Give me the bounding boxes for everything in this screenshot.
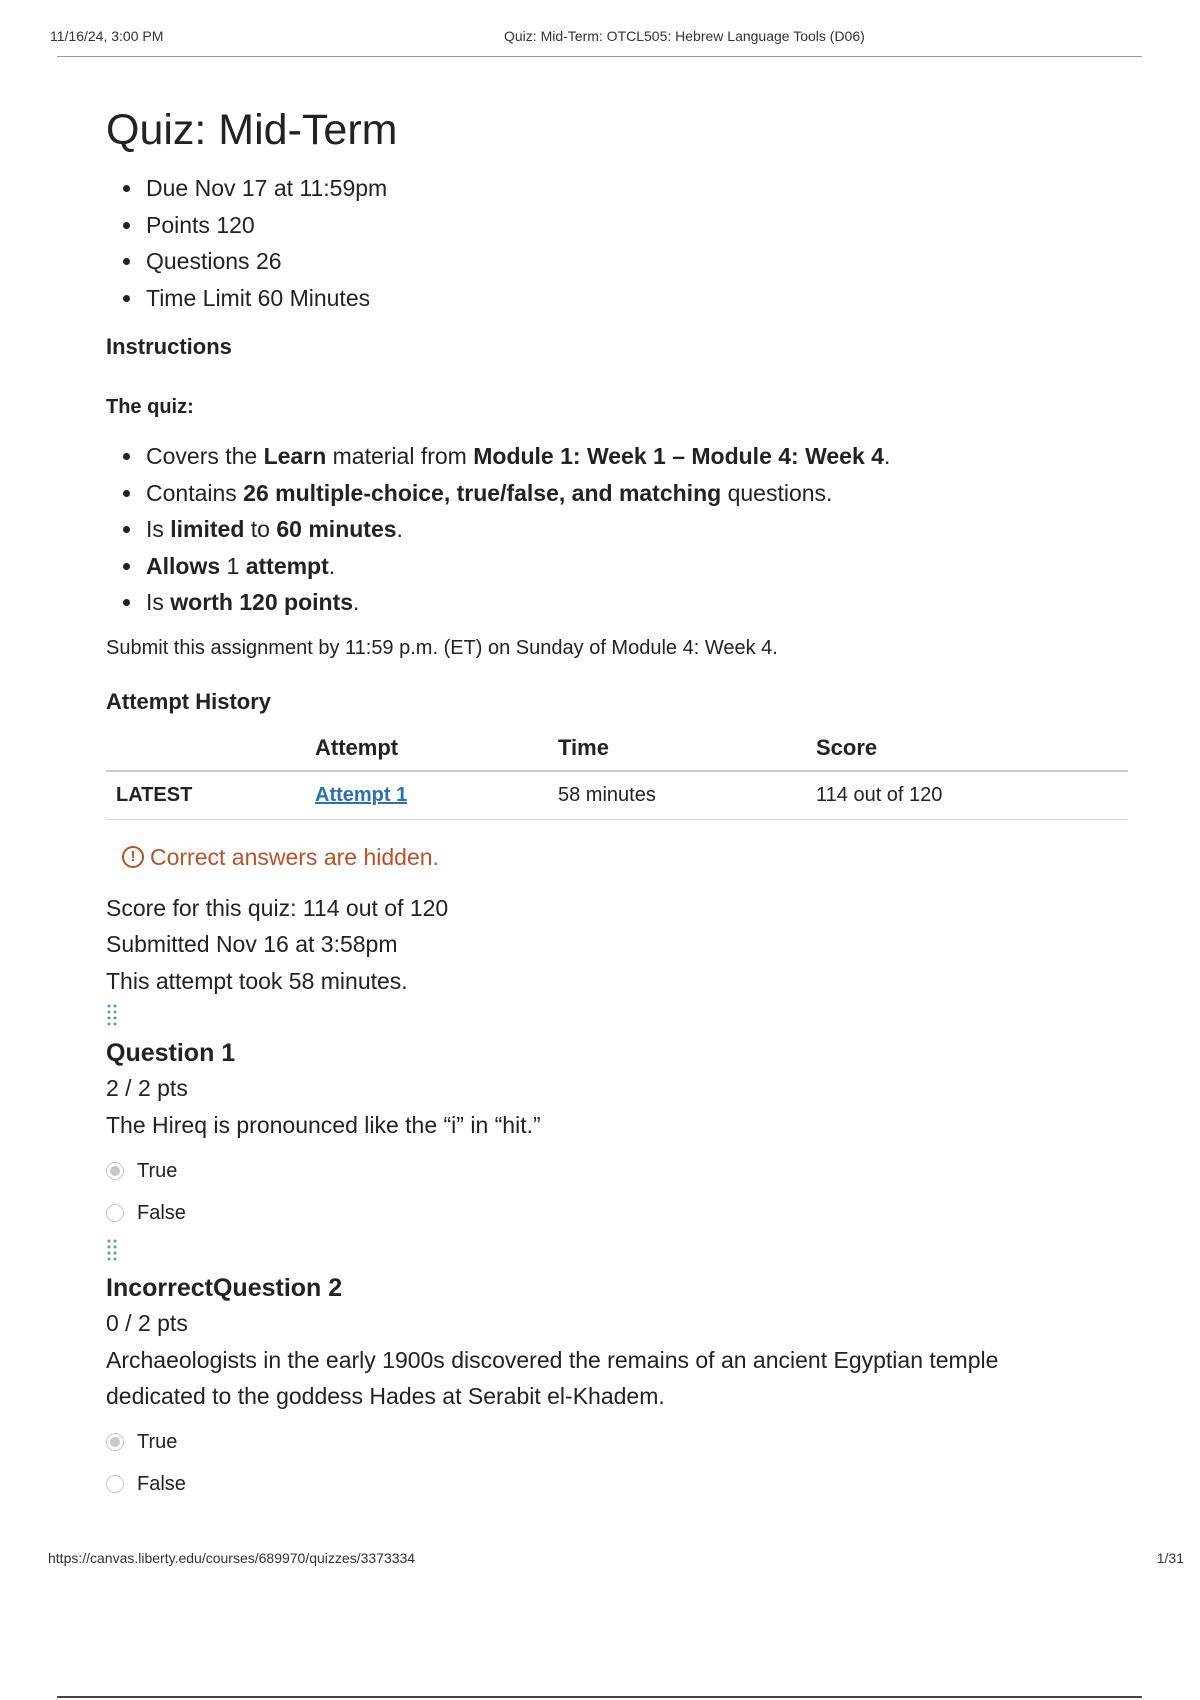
- page-title: Quiz: Mid-Term: [106, 106, 398, 154]
- answer-option: [106, 1427, 1136, 1457]
- drag-handle-icon[interactable]: [106, 1003, 118, 1031]
- meta-points: • Points 120: [144, 207, 1136, 244]
- attempt-cell: [315, 771, 558, 820]
- question-points: 0 / 2 pts: [106, 1309, 188, 1336]
- question-title: Question 1: [106, 1039, 236, 1067]
- instructions-heading: Instructions: [106, 334, 232, 359]
- answer-label: False: [137, 1201, 186, 1224]
- instruction-item: • Allows 1 attempt.: [144, 548, 1136, 585]
- attempt-1-link[interactable]: Attempt 1: [315, 783, 408, 806]
- latest-label: LATEST: [106, 771, 315, 820]
- question-2: [106, 1238, 1136, 1499]
- print-date: 11/16/24, 3:00 PM: [50, 28, 164, 44]
- answer-label: False: [137, 1472, 186, 1495]
- attempt-history-heading: Attempt History: [106, 688, 272, 714]
- meta-time-limit: • Time Limit 60 Minutes: [144, 280, 1136, 317]
- notice-text: Correct answers are hidden.: [150, 843, 439, 870]
- column-header-score: Score: [816, 727, 1128, 771]
- duration-summary: This attempt took 58 minutes.: [106, 967, 408, 994]
- column-header-attempt: Attempt: [315, 727, 558, 771]
- time-cell: 58 minutes: [558, 771, 816, 820]
- question-title: IncorrectQuestion 2: [106, 1273, 343, 1302]
- radio-false[interactable]: [106, 1204, 124, 1222]
- warning-circle-icon: !: [122, 846, 144, 868]
- header-divider: [57, 56, 1142, 57]
- score-cell: 114 out of 120: [816, 771, 1128, 820]
- bottom-divider: [57, 1696, 1142, 1698]
- instructions-list: [106, 438, 1136, 621]
- meta-questions: • Questions 26: [144, 243, 1136, 280]
- radio-false[interactable]: [106, 1475, 124, 1493]
- answer-label: True: [137, 1159, 178, 1182]
- radio-true-selected[interactable]: [106, 1433, 124, 1451]
- quiz-meta-list: [106, 170, 1136, 316]
- question-1: [106, 1003, 1136, 1228]
- attempt-history-table: [106, 727, 1128, 820]
- submitted-summary: Submitted Nov 16 at 3:58pm: [106, 931, 398, 957]
- print-url: https://canvas.liberty.edu/courses/689970/quizzes/3373334: [48, 1550, 416, 1566]
- instruction-item: • Is worth 120 points.: [144, 584, 1136, 621]
- quiz-summary: [106, 890, 1136, 1000]
- page-number: 1/31: [1156, 1550, 1184, 1566]
- column-header-time: Time: [558, 727, 816, 771]
- drag-handle-icon[interactable]: [106, 1238, 118, 1266]
- answer-label: True: [137, 1430, 178, 1453]
- question-text: Archaeologists in the early 1900s discovered the remains of an ancient Egyptian temple dedicated to the goddess Hades at Serabit el-Khadem.: [106, 1346, 999, 1409]
- correct-answers-hidden-notice: [122, 842, 1136, 872]
- instructions-subheading: The quiz:: [106, 396, 194, 418]
- instruction-item: • Is limited to 60 minutes.: [144, 511, 1136, 548]
- instruction-item: • Covers the Learn material from Module 1: Week 1 – Module 4: Week 4.: [144, 438, 1136, 475]
- question-points: 2 / 2 pts: [106, 1075, 188, 1101]
- question-text: The Hireq is pronounced like the “i” in “hit.”: [106, 1112, 541, 1138]
- answer-option: [106, 1156, 1136, 1186]
- answer-option: [106, 1198, 1136, 1228]
- table-header-row: [106, 727, 1128, 771]
- column-header-label: [106, 727, 315, 771]
- print-doc-title: Quiz: Mid-Term: OTCL505: Hebrew Language Tools (D06): [504, 28, 865, 44]
- answer-option: [106, 1469, 1136, 1499]
- table-row: [106, 771, 1128, 820]
- radio-true-selected[interactable]: [106, 1162, 124, 1180]
- quiz-content: [106, 100, 1136, 1499]
- instruction-item: • Contains 26 multiple-choice, true/false, and matching questions.: [144, 475, 1136, 512]
- meta-due: • Due Nov 17 at 11:59pm: [144, 170, 1136, 207]
- score-summary: Score for this quiz: 114 out of 120: [106, 894, 449, 921]
- submit-note: Submit this assignment by 11:59 p.m. (ET) on Sunday of Module 4: Week 4.: [106, 636, 778, 659]
